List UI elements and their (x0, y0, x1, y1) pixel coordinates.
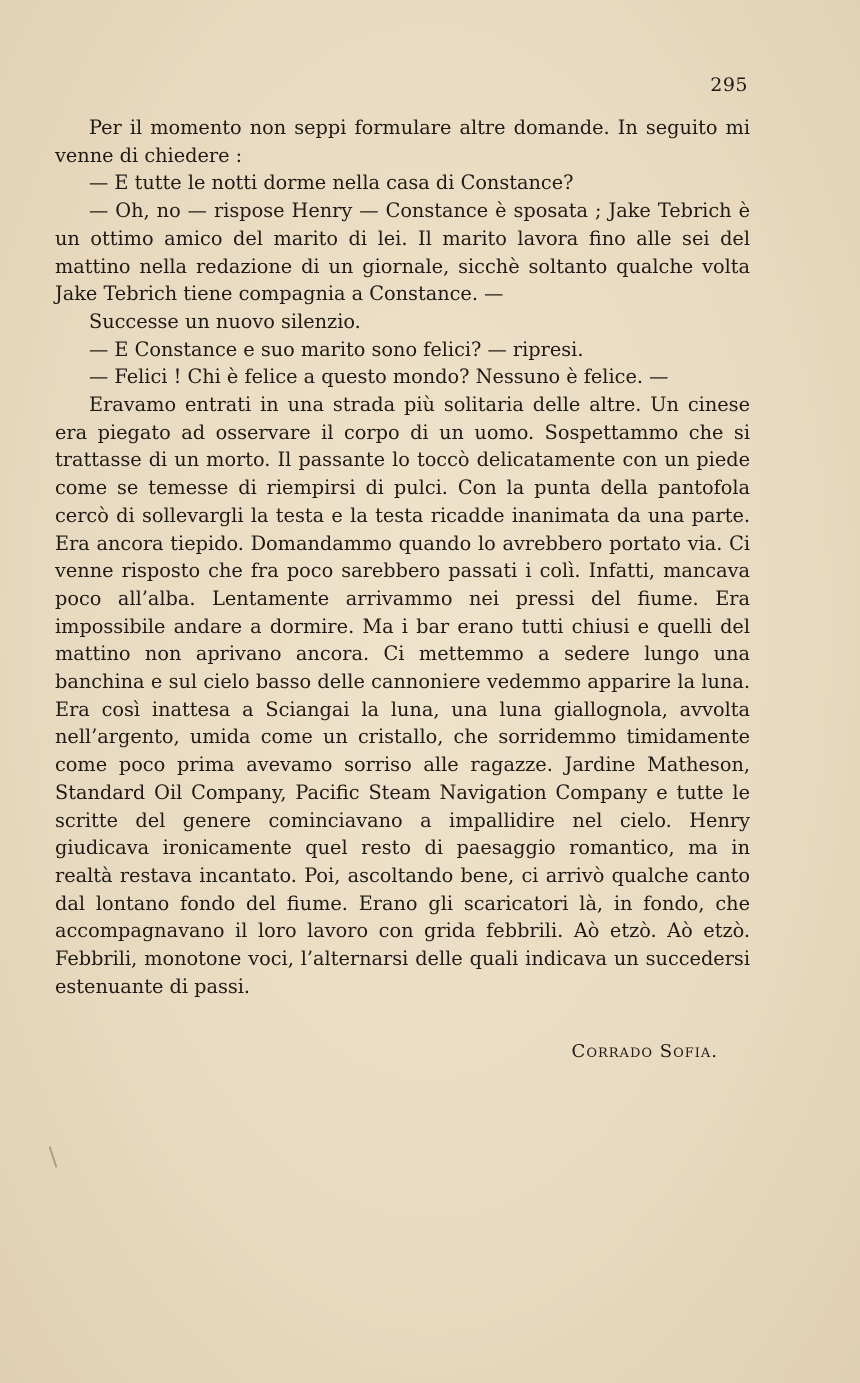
body-text (55, 114, 750, 1001)
paragraph: — E tutte le notti dorme nella casa di Constance? (89, 171, 574, 195)
paragraph: Successe un nuovo silenzio. (89, 309, 361, 333)
paragraph: Per il momento non seppi formulare altre domande. In seguito mi venne di chiedere : (55, 116, 750, 167)
paragraph: Eravamo entrati in una strada più solitaria delle altre. Un cinese era piegato ad osservare il corpo di un uomo. Sospettammo che si trattasse di un morto. Il passante lo toccò delicatamente con un piede come se temesse di riempirsi di pulci. Con la punta della pantofola cercò di sollevargli la testa e la testa ricadde inanimata da una parte. Era ancora tiepido. Domandammo quando lo avrebbero portato via. Ci venne risposto che fra poco sarebbero passati i colì. Infatti, mancava poco all’alba. Lentamente arrivammo nei pressi del fiume. Era impossibile andare a dormire. Ma i bar erano tutti chiusi e quelli del mattino non aprivano ancora. Ci mettemmo a sedere lungo una banchina e sul cielo basso delle cannoniere vedemmo apparire la luna. Era così inattesa a Sciangai la luna, una luna giallognola, avvolta nell’argento, umida come un cristallo, che sorridemmo timidamente come poco prima avevamo sorriso alle ragazze. Jardine Matheson, Standard Oil Company, Pacific Steam Navigation Company e tutte le scritte del genere cominciavano a impallidire nel cielo. Henry giudicava ironicamente quel resto di paesaggio romantico, ma in realtà restava incantato. Poi, ascoltando bene, ci arrivò qualche canto dal lontano fondo del fiume. Erano gli scaricatori là, in fondo, che accompagnavano il loro lavoro con grida febbrili. Aò etzò. Aò etzò. Febbrili, monotone voci, l’alternarsi delle quali indicava un succedersi estenuante di passi. (55, 393, 750, 998)
margin-mark (49, 1146, 58, 1168)
paragraph: — Felici ! Chi è felice a questo mondo? Nessuno è felice. — (89, 365, 669, 389)
page-number: 295 (710, 74, 748, 96)
paragraph: — Oh, no — rispose Henry — Constance è sposata ; Jake Tebrich è un ottimo amico del marito di lei. Il marito lavora fino alle sei del mattino nella redazione di un giornale, sicchè soltanto qualche volta Jake Tebrich tiene compagnia a Constance. — (55, 199, 750, 306)
paragraph: — E Constance e suo marito sono felici? — ripresi. (89, 337, 584, 361)
author-signature: Corrado Sofia. (571, 1041, 718, 1062)
